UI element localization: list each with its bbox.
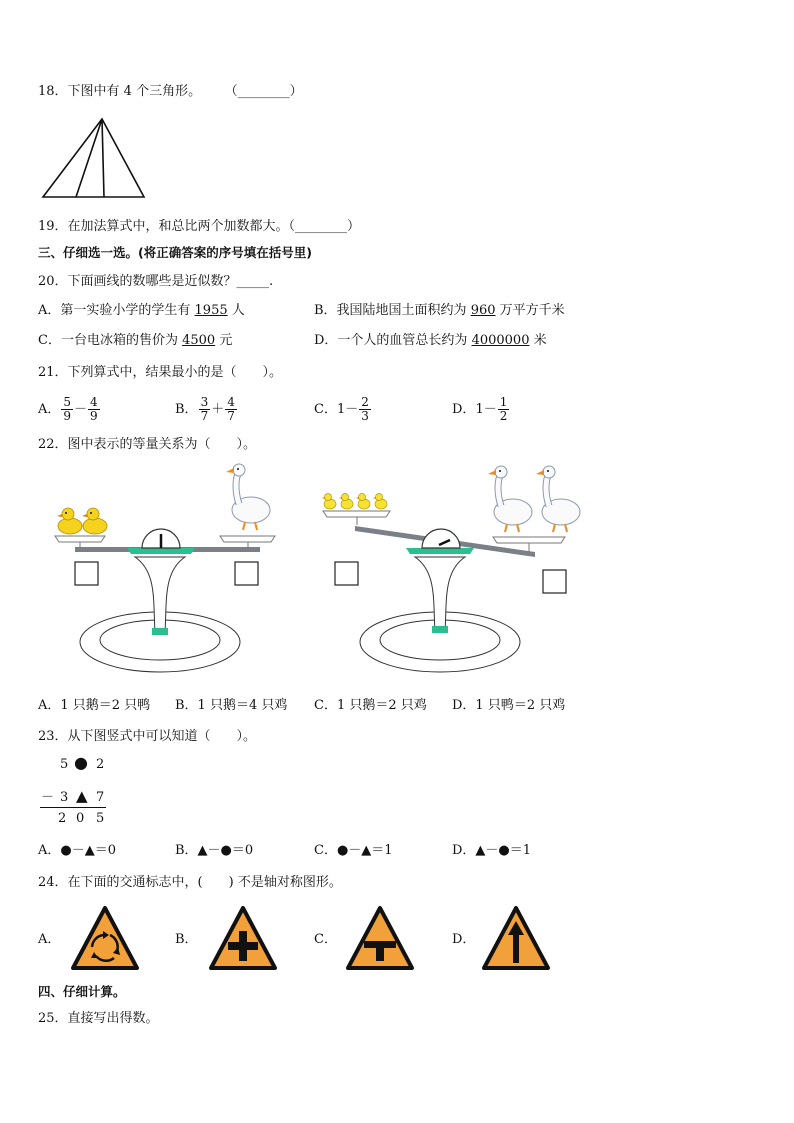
q23-option-d[interactable]: D．▲－●＝1 xyxy=(452,843,532,858)
q20-option-d[interactable]: D．一个人的血管总长约为 4000000 米 xyxy=(314,333,547,348)
q20-option-b[interactable]: B．我国陆地国土面积约为 960 万平方千米 xyxy=(314,303,565,318)
q21-stem: 21．下列算式中，结果最小的是（ ）。 xyxy=(38,365,283,380)
q18-text: 18．下图中有 4 个三角形。 （________） xyxy=(38,84,303,99)
q24-label-c: C． xyxy=(314,932,337,947)
roundabout-icon[interactable] xyxy=(70,905,140,971)
q18-answer-blank[interactable]: （________） xyxy=(231,84,303,99)
crossroad-icon[interactable] xyxy=(208,905,278,971)
straight-arrow-icon[interactable] xyxy=(481,905,551,971)
q23-option-b[interactable]: B．▲－●＝0 xyxy=(175,843,254,858)
q22-option-d[interactable]: D．1 只鸭＝2 只鸡 xyxy=(452,698,566,713)
q25-text: 25．直接写出得数。 xyxy=(38,1011,159,1026)
q23-stem: 23．从下图竖式中可以知道（ ）。 xyxy=(38,729,257,744)
q21-option-a[interactable]: A． $\frac{5}{9}$ － $\frac{4}{9}$ xyxy=(38,394,98,423)
q21-option-b[interactable]: B． $\frac{3}{7}$ ＋ $\frac{4}{7}$ xyxy=(175,394,235,423)
q23-option-a[interactable]: A．●－▲＝0 xyxy=(38,843,117,858)
t-junction-icon[interactable] xyxy=(345,905,415,971)
q20-option-a[interactable]: A．第一实验小学的学生有 1955 人 xyxy=(38,303,245,318)
q18-triangle-figure xyxy=(38,115,153,201)
q19-text: 19．在加法算式中，和总比两个加数都大。（________） xyxy=(38,219,361,234)
q22-stem: 22．图中表示的等量关系为（ ）。 xyxy=(38,437,257,452)
balance-scale-right xyxy=(322,466,580,672)
q22-balance-scales-figure xyxy=(45,462,595,684)
q23-option-c[interactable]: C．●－▲＝1 xyxy=(314,843,393,858)
q24-label-b: B． xyxy=(175,932,198,947)
q20-stem: 20．下面画线的数哪些是近似数？_____. xyxy=(38,274,274,289)
q21-option-d[interactable]: D． 1－ $\frac{1}{2}$ xyxy=(452,394,508,423)
q20-option-c[interactable]: C．一台电冰箱的售价为 4500 元 xyxy=(38,333,233,348)
q22-option-c[interactable]: C．1 只鹅＝2 只鸡 xyxy=(314,698,427,713)
q24-label-d: D． xyxy=(452,932,476,947)
q23-vertical-subtraction: 5 ● 2 － 3 ▲ 7 2 0 5 xyxy=(41,753,105,826)
q24-label-a: A． xyxy=(38,932,61,947)
section-4-title: 四、仔细计算。 xyxy=(38,984,126,999)
q22-option-b[interactable]: B．1 只鹅＝4 只鸡 xyxy=(175,698,288,713)
balance-scale-left xyxy=(55,464,275,672)
section-3-title: 三、仔细选一选。(将正确答案的序号填在括号里) xyxy=(38,245,312,260)
q22-option-a[interactable]: A．1 只鹅＝2 只鸭 xyxy=(38,698,151,713)
q24-stem: 24．在下面的交通标志中，( ) 不是轴对称图形。 xyxy=(38,875,342,890)
q21-option-c[interactable]: C． 1－ $\frac{2}{3}$ xyxy=(314,394,369,423)
